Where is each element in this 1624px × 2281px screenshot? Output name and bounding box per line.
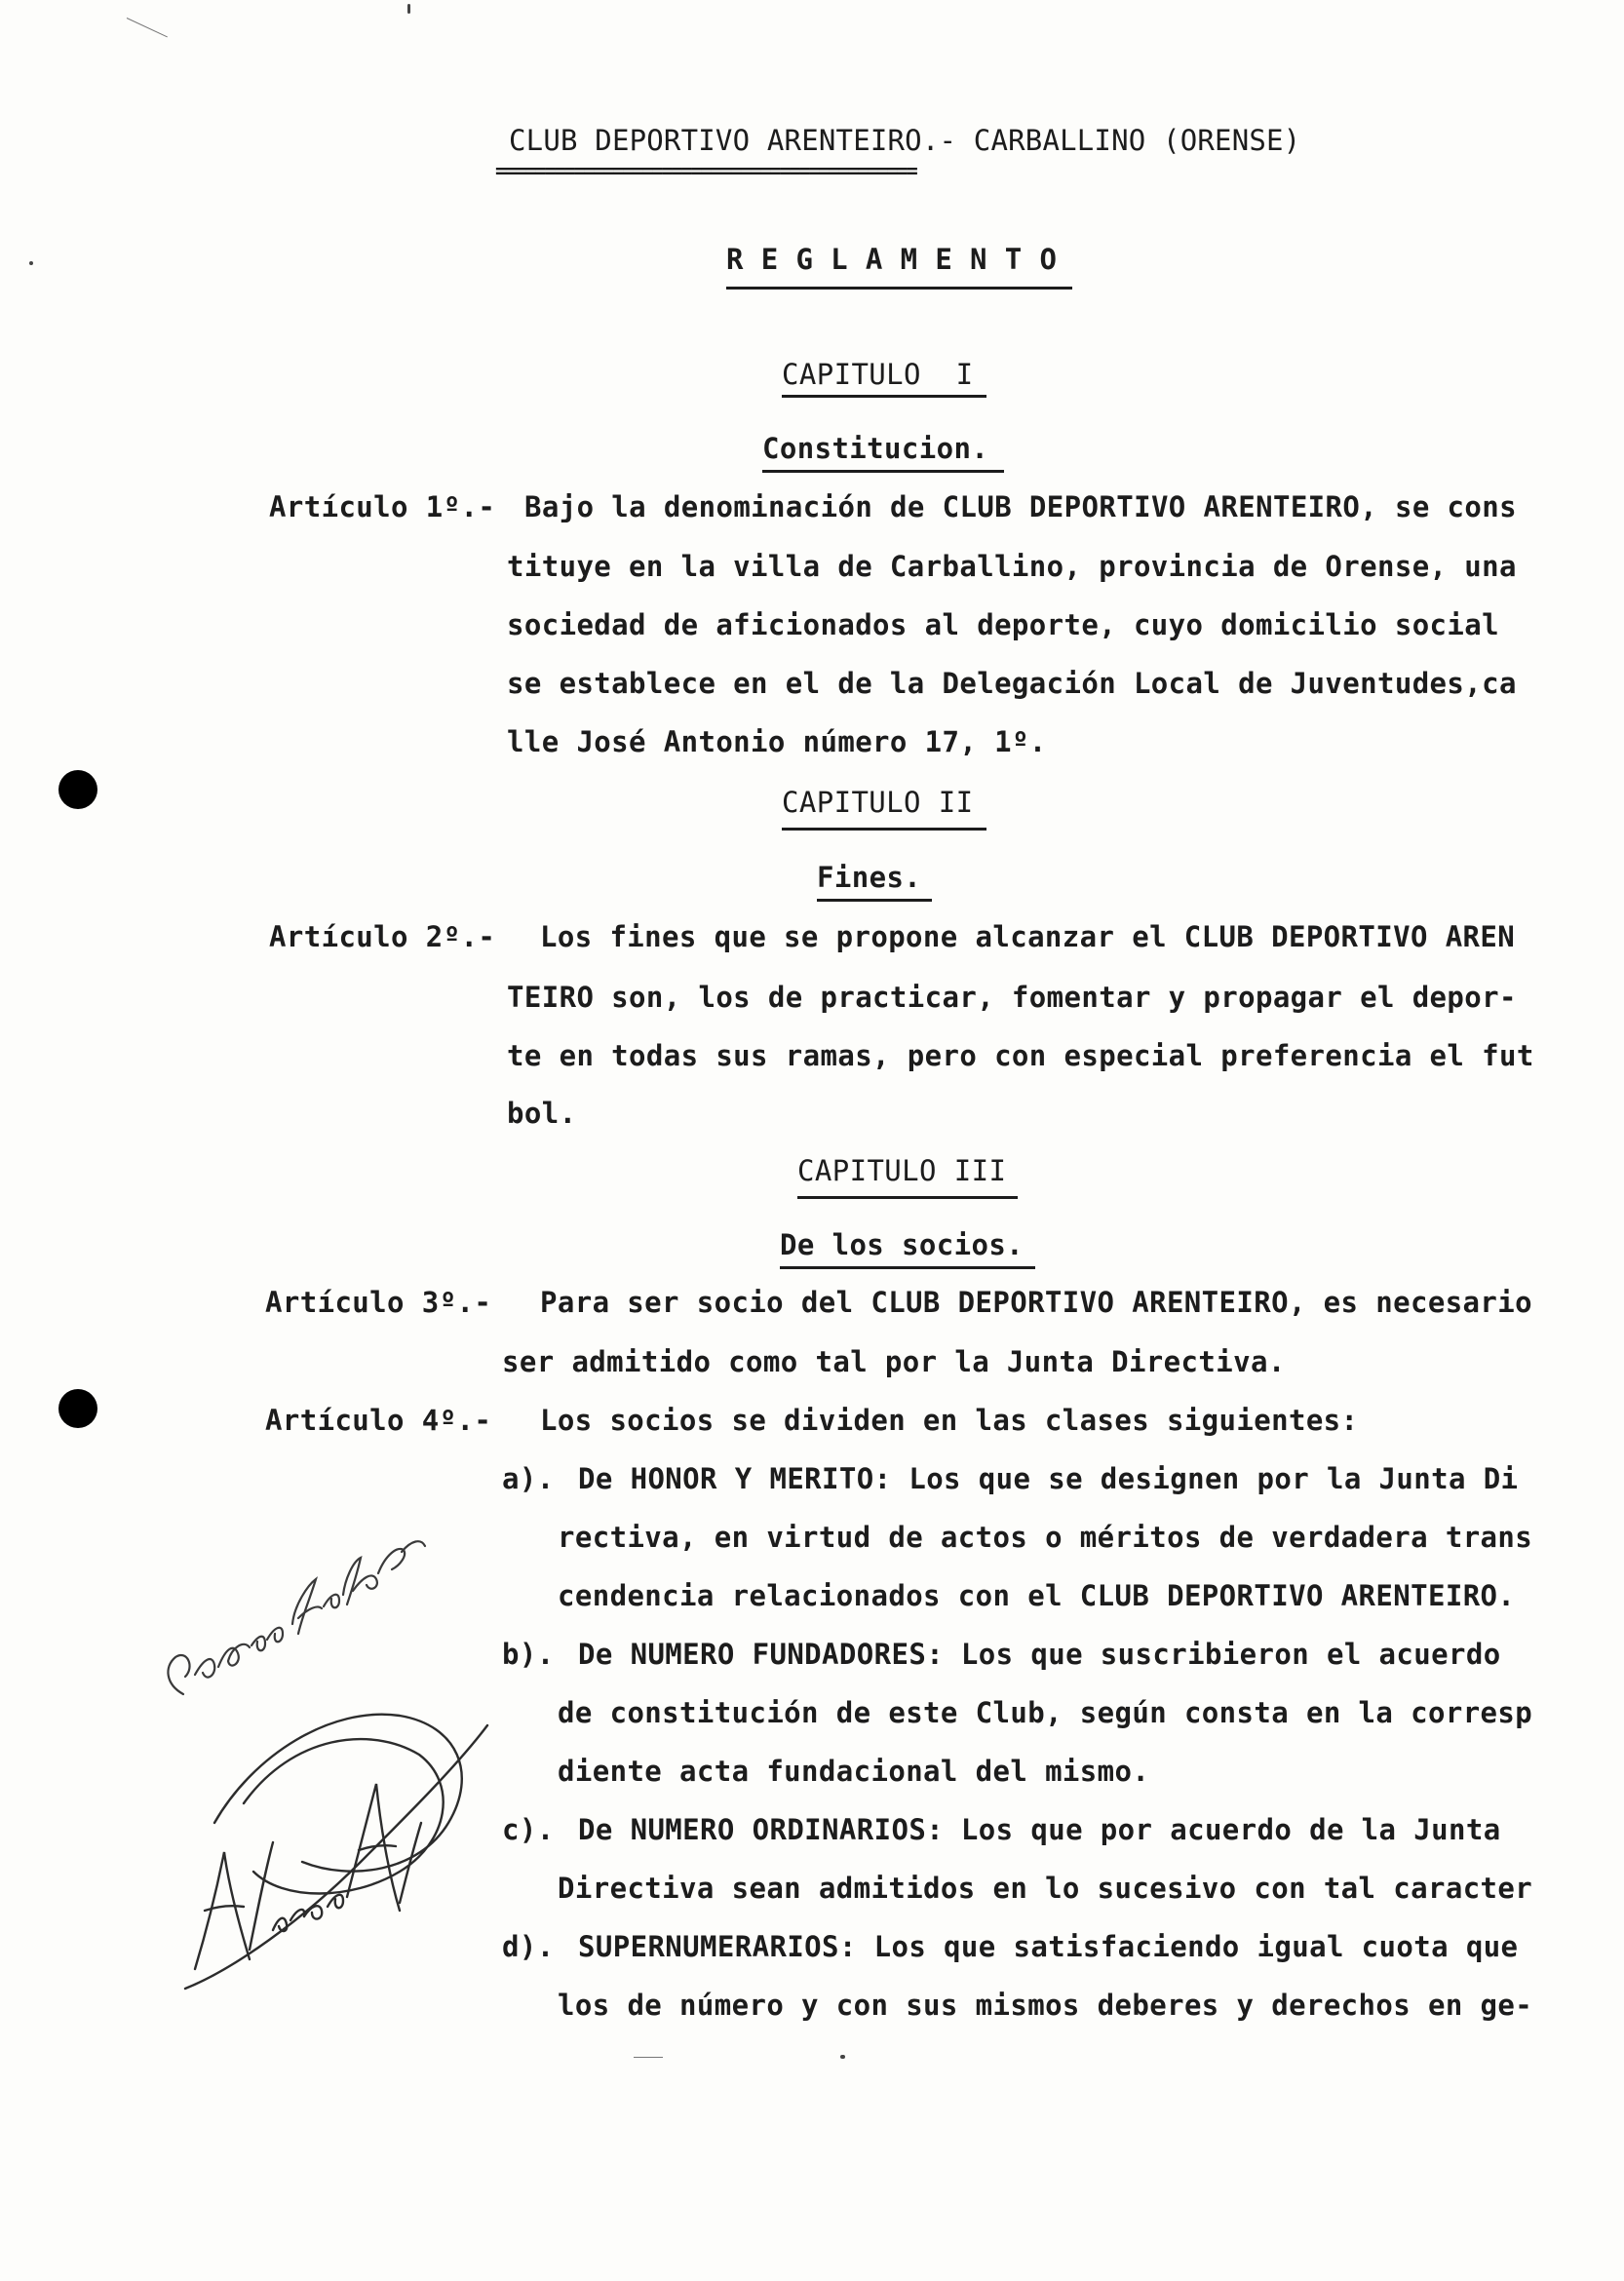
articulo-2-line: bol.: [507, 1097, 577, 1130]
socios-subtitle: De los socios.: [780, 1228, 1025, 1261]
articulo-1-line: Bajo la denominación de CLUB DEPORTIVO ARENTEIRO, se cons: [524, 490, 1517, 523]
scan-mark: [127, 18, 168, 37]
articulo-3-label: Artículo 3º.-: [265, 1286, 492, 1319]
articulo-2-line: te en todas sus ramas, pero con especial preferencia el fut: [507, 1039, 1534, 1072]
articulo-1-line: lle José Antonio número 17, 1º.: [507, 725, 1047, 758]
item-a-line: cendencia relacionados con el CLUB DEPORTIVO ARENTEIRO.: [558, 1579, 1516, 1612]
signature-2: [156, 1677, 507, 1998]
articulo-2-label: Artículo 2º.-: [269, 920, 496, 953]
articulo-4-label: Artículo 4º.-: [265, 1404, 492, 1437]
item-d-line: SUPERNUMERARIOS: Los que satisfaciendo igual cuota que: [578, 1930, 1519, 1963]
articulo-4-intro: Los socios se dividen en las clases siguientes:: [540, 1404, 1359, 1437]
articulo-1-line: se establece en el de la Delegación Local de Juventudes,ca: [507, 667, 1517, 700]
articulo-1-line: tituye en la villa de Carballino, provincia de Orense, una: [507, 550, 1517, 583]
capitulo-3-underline: [797, 1196, 1018, 1199]
scan-speck: [407, 4, 410, 14]
item-b-line: de constitución de este Club, según consta en la corresp: [558, 1696, 1533, 1729]
fines-underline: [817, 899, 932, 902]
scan-speck: [840, 2055, 845, 2059]
constitucion-subtitle: Constitucion.: [762, 432, 989, 465]
double-rule: ===========================================: [495, 161, 916, 180]
reglamento-title: R E G L A M E N T O: [726, 243, 1058, 276]
capitulo-2-heading: CAPITULO II: [782, 786, 974, 819]
item-a-line: De HONOR Y MERITO: Los que se designen por la Junta Di: [578, 1462, 1519, 1495]
item-b-line: diente acta fundacional del mismo.: [558, 1755, 1150, 1788]
club-title: CLUB DEPORTIVO ARENTEIRO.- CARBALLINO (ORENSE): [509, 124, 1301, 157]
articulo-2-line: Los fines que se propone alcanzar el CLUB DEPORTIVO AREN: [540, 920, 1516, 953]
item-c-line: Directiva sean admitidos en lo sucesivo con tal caracter: [558, 1872, 1533, 1905]
capitulo-3-heading: CAPITULO III: [797, 1154, 1007, 1187]
scan-speck: [29, 261, 33, 265]
articulo-3-line: ser admitido como tal por la Junta Directiva.: [502, 1345, 1286, 1378]
item-c-marker: c).: [502, 1813, 555, 1846]
articulo-1-line: sociedad de aficionados al deporte, cuyo domicilio social: [507, 608, 1499, 641]
constitucion-underline: [762, 470, 1004, 473]
item-d-line: los de número y con sus mismos deberes y derechos en ge-: [558, 1989, 1533, 2022]
reglamento-underline: [726, 287, 1072, 290]
punch-hole: [58, 770, 97, 809]
item-a-line: rectiva, en virtud de actos o méritos de verdadera trans: [558, 1521, 1533, 1554]
item-b-line: De NUMERO FUNDADORES: Los que suscribieron el acuerdo: [578, 1638, 1501, 1671]
item-b-marker: b).: [502, 1638, 555, 1671]
capitulo-1-heading: CAPITULO I: [782, 358, 974, 391]
capitulo-2-underline: [782, 828, 986, 831]
articulo-2-line: TEIRO son, los de practicar, fomentar y propagar el depor-: [507, 981, 1517, 1014]
articulo-3-line: Para ser socio del CLUB DEPORTIVO ARENTEIRO, es necesario: [540, 1286, 1532, 1319]
item-a-marker: a).: [502, 1462, 555, 1495]
item-d-marker: d).: [502, 1930, 555, 1963]
item-c-line: De NUMERO ORDINARIOS: Los que por acuerdo de la Junta: [578, 1813, 1501, 1846]
scan-mark: [634, 2057, 663, 2058]
punch-hole: [58, 1389, 97, 1428]
articulo-1-label: Artículo 1º.-: [269, 490, 496, 523]
fines-subtitle: Fines.: [817, 861, 922, 894]
capitulo-1-underline: [782, 395, 986, 398]
socios-underline: [780, 1266, 1035, 1269]
